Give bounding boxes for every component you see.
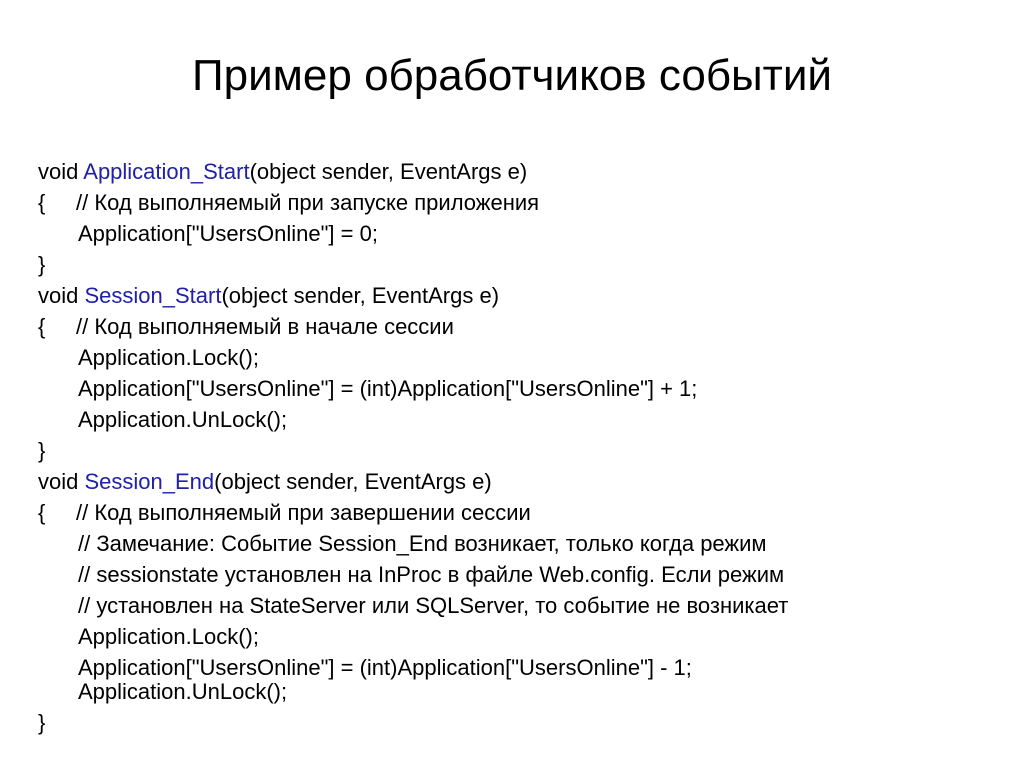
code-line: Application.Lock(); bbox=[78, 624, 259, 649]
code-line-session-start-signature bbox=[38, 280, 998, 311]
code-line: Application["UsersOnline"] = (int)Application["UsersOnline"] - 1; bbox=[78, 655, 692, 680]
code-line: Application["UsersOnline"] = 0; bbox=[78, 221, 378, 246]
close-brace: } bbox=[38, 252, 46, 277]
open-brace: { bbox=[38, 500, 46, 525]
code-line: Application["UsersOnline"] = (int)Application["UsersOnline"] + 1; bbox=[78, 376, 698, 401]
code-comment: // Код выполняемый при запуске приложения bbox=[76, 190, 540, 215]
code-line: // sessionstate установлен на InProc в файле Web.config. Если режим bbox=[78, 562, 785, 587]
code-block bbox=[38, 156, 998, 738]
method-params: (object sender, EventArgs e) bbox=[214, 469, 492, 494]
code-line: // Замечание: Событие Session_End возникает, только когда режим bbox=[78, 531, 767, 556]
method-params: (object sender, EventArgs e) bbox=[221, 283, 500, 308]
open-brace: { bbox=[38, 190, 46, 215]
code-comment: // Код выполняемый в начале сессии bbox=[76, 314, 454, 339]
code-line: Application.UnLock(); bbox=[78, 407, 288, 432]
code-line: // установлен на StateServer или SQLServer, то событие не возникает bbox=[78, 593, 789, 618]
open-brace: { bbox=[38, 314, 46, 339]
slide-title: Пример обработчиков событий bbox=[192, 51, 832, 100]
method-params: (object sender, EventArgs e) bbox=[249, 159, 528, 184]
close-brace: } bbox=[38, 438, 46, 463]
method-name-session-end: Session_End bbox=[84, 469, 215, 494]
code-line-session-end-comment bbox=[38, 497, 998, 528]
code-line-session-start-comment bbox=[38, 311, 998, 342]
method-name-session-start: Session_Start bbox=[84, 283, 222, 308]
void-keyword: void bbox=[38, 283, 85, 308]
method-name-application-start: Application_Start bbox=[83, 159, 250, 184]
code-line-session-end-signature bbox=[38, 466, 998, 497]
code-line: Application.Lock(); bbox=[78, 345, 259, 370]
code-line-app-start-signature bbox=[38, 156, 998, 187]
code-line-app-start-comment bbox=[38, 187, 998, 218]
void-keyword: void bbox=[38, 159, 84, 184]
code-line: Application.UnLock(); bbox=[78, 679, 288, 704]
code-comment: // Код выполняемый при завершении сессии bbox=[76, 500, 531, 525]
void-keyword: void bbox=[38, 469, 85, 494]
close-brace: } bbox=[38, 710, 46, 735]
